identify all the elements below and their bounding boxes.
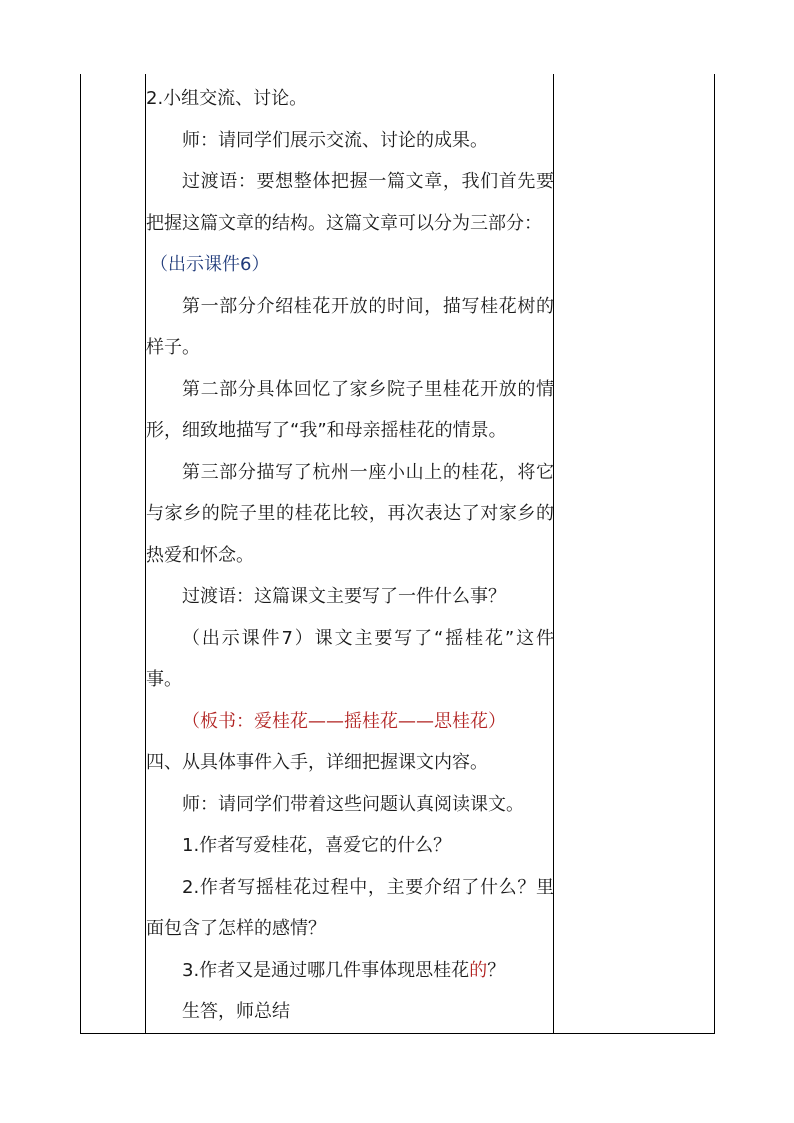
paragraph-courseware-6: （出示课件6）	[150, 254, 270, 275]
paragraph-courseware-7: （出示课件7）课文主要写了“摇桂花”这件事。	[146, 627, 554, 690]
table-border-bottom	[80, 1033, 715, 1034]
paragraph-transition-main-event: 过渡语：这篇课文主要写了一件什么事？	[182, 586, 506, 607]
lesson-content	[146, 78, 554, 1033]
paragraph-question-1: 1.作者写爱桂花，喜爱它的什么？	[182, 835, 452, 856]
paragraph-part-two: 第二部分具体回忆了家乡院子里桂花开放的情形，细致地描写了“我”和母亲摇桂花的情景。	[146, 378, 554, 441]
table-border-right	[714, 74, 715, 1034]
paragraph-teacher-show: 师：请同学们展示交流、讨论的成果。	[182, 129, 488, 151]
paragraph-student-answer: 生答，师总结	[182, 1001, 290, 1022]
paragraph-part-one: 第一部分介绍桂花开放的时间，描写桂花树的样子。	[146, 295, 554, 358]
paragraph-board-writing: （板书：爱桂花——摇桂花——思桂花）	[182, 710, 506, 732]
paragraph-teacher-questions: 师：请同学们带着这些问题认真阅读课文。	[182, 793, 524, 815]
paragraph-transition-structure: 过渡语：要想整体把握一篇文章，我们首先要把握这篇文章的结构。这篇文章可以分为三部分：	[146, 171, 554, 234]
paragraph-part-three: 第三部分描写了杭州一座小山上的桂花，将它与家乡的院子里的桂花比较，再次表达了对家乡的热爱和怀念。	[146, 461, 554, 566]
paragraph-question-3	[146, 950, 554, 992]
question-3-main: 3.作者又是通过哪几件事体现思桂花	[182, 959, 470, 981]
paragraph-question-2: 2.作者写摇桂花过程中，主要介绍了什么？里面包含了怎样的感情？	[146, 876, 554, 939]
question-3-end: ？	[487, 959, 506, 981]
paragraph-group-discussion: 2.小组交流、讨论。	[146, 88, 308, 109]
question-3-red-char: 的	[469, 959, 488, 981]
paragraph-section-four: 四、从具体事件入手，详细把握课文内容。	[146, 752, 488, 773]
table-border-left	[80, 74, 81, 1034]
